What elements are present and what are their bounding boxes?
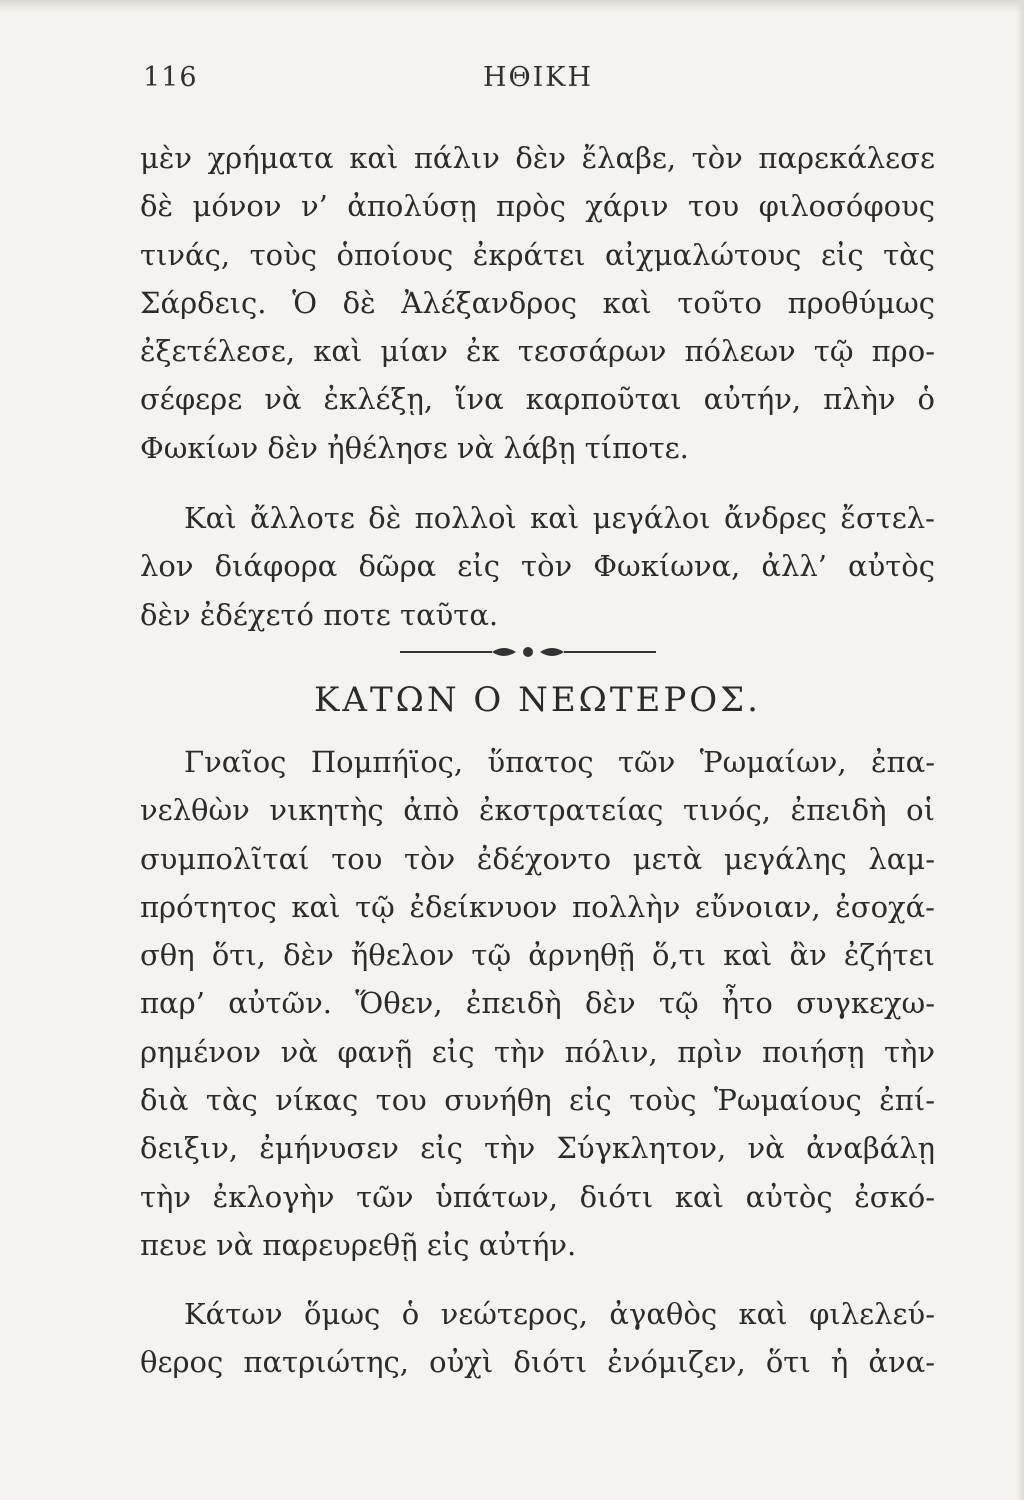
text-line: συμπολῖταί του τὸν ἐδέχοντο μετὰ μεγάλης λαμ- [140, 841, 935, 876]
text-line: Φωκίων δὲν ἠθέλησε νὰ λάβῃ τίποτε. [140, 430, 689, 465]
text-line: τὴν ἐκλογὴν τῶν ὑπάτων, διότι καὶ αὐτὸς ἐσκό- [140, 1179, 935, 1214]
text-line: τινάς, τοὺς ὁποίους ἐκράτει αἰχμαλώτους εἰς τὰς [140, 237, 935, 272]
paragraph-phocion-refusal [140, 494, 935, 639]
running-head: ΗΘΙΚΗ [482, 62, 594, 93]
page-header [143, 62, 933, 102]
text-line: δὲν ἐδέχετό ποτε ταῦτα. [140, 597, 499, 632]
paragraph-phocion-gifts [140, 134, 935, 472]
text-line: Κάτων ὅμως ὁ νεώτερος, ἀγαθὸς καὶ φιλελεύ- [184, 1297, 935, 1331]
text-line: Καὶ ἄλλοτε δὲ πολλοὶ καὶ μεγάλοι ἄνδρες ἔστελ- [184, 501, 935, 535]
text-line: ρημένον νὰ φανῇ εἰς τὴν πόλιν, πρὶν ποιήσῃ τὴν [140, 1034, 935, 1069]
text-line: δὲ μόνον ν’ ἀπολύσῃ πρὸς χάριν του φιλοσόφους [140, 189, 935, 224]
page-right-edge [1016, 0, 1024, 1500]
text-line: Γναῖος Πομπήϊος, ὕπατος τῶν Ῥωμαίων, ἐπα- [184, 745, 935, 779]
text-line: θερος πατριώτης, οὐχὶ διότι ἐνόμιζεν, ὅτι ἡ ἀνα- [140, 1345, 935, 1380]
text-line: διὰ τὰς νίκας του συνήθη εἰς τοὺς Ῥωμαίους ἐπί- [140, 1083, 935, 1118]
text-line: πευε νὰ παρευρεθῇ εἰς αὐτήν. [140, 1227, 577, 1262]
paragraph-cato [140, 1290, 935, 1387]
text-line: μὲν χρήματα καὶ πάλιν δὲν ἔλαβε, τὸν παρεκάλεσε [140, 141, 935, 175]
section-title: ΚΑΤΩΝ Ο ΝΕΩΤΕΡΟΣ. [314, 680, 761, 720]
page-number: 116 [143, 62, 198, 93]
text-line: παρ’ αὐτῶν. Ὅθεν, ἐπειδὴ δὲν τῷ ἦτο συγκεχω- [140, 986, 935, 1021]
paragraph-pompey [140, 738, 935, 1269]
text-line: νελθὼν νικητὴς ἀπὸ ἐκστρατείας τινός, ἐπειδὴ οἱ [140, 793, 935, 828]
text-line: σέφερε νὰ ἐκλέξῃ, ἵνα καρποῦται αὐτήν, πλὴν ὁ [140, 382, 935, 417]
text-line: Σάρδεις. Ὁ δὲ Ἀλέξανδρος καὶ τοῦτο προθύμως [140, 285, 935, 320]
text-line: δειξιν, ἐμήνυσεν εἰς τὴν Σύγκλητον, νὰ ἀναβάλῃ [140, 1131, 935, 1166]
section-divider-ornament [400, 642, 656, 662]
text-line: σθη ὅτι, δὲν ἤθελον τῷ ἀρνηθῇ ὅ,τι καὶ ἂν ἐζήτει [140, 938, 935, 973]
text-line: λον διάφορα δῶρα εἰς τὸν Φωκίωνα, ἀλλ’ αὐτὸς [140, 549, 935, 584]
text-line: ἐξετέλεσε, καὶ μίαν ἐκ τεσσάρων πόλεων τῷ προ- [140, 334, 935, 369]
text-line: πρότητος καὶ τῷ ἐδείκνυον πολλὴν εὔνοιαν, ἐσοχά- [140, 889, 935, 924]
page-top-edge [0, 0, 1024, 12]
